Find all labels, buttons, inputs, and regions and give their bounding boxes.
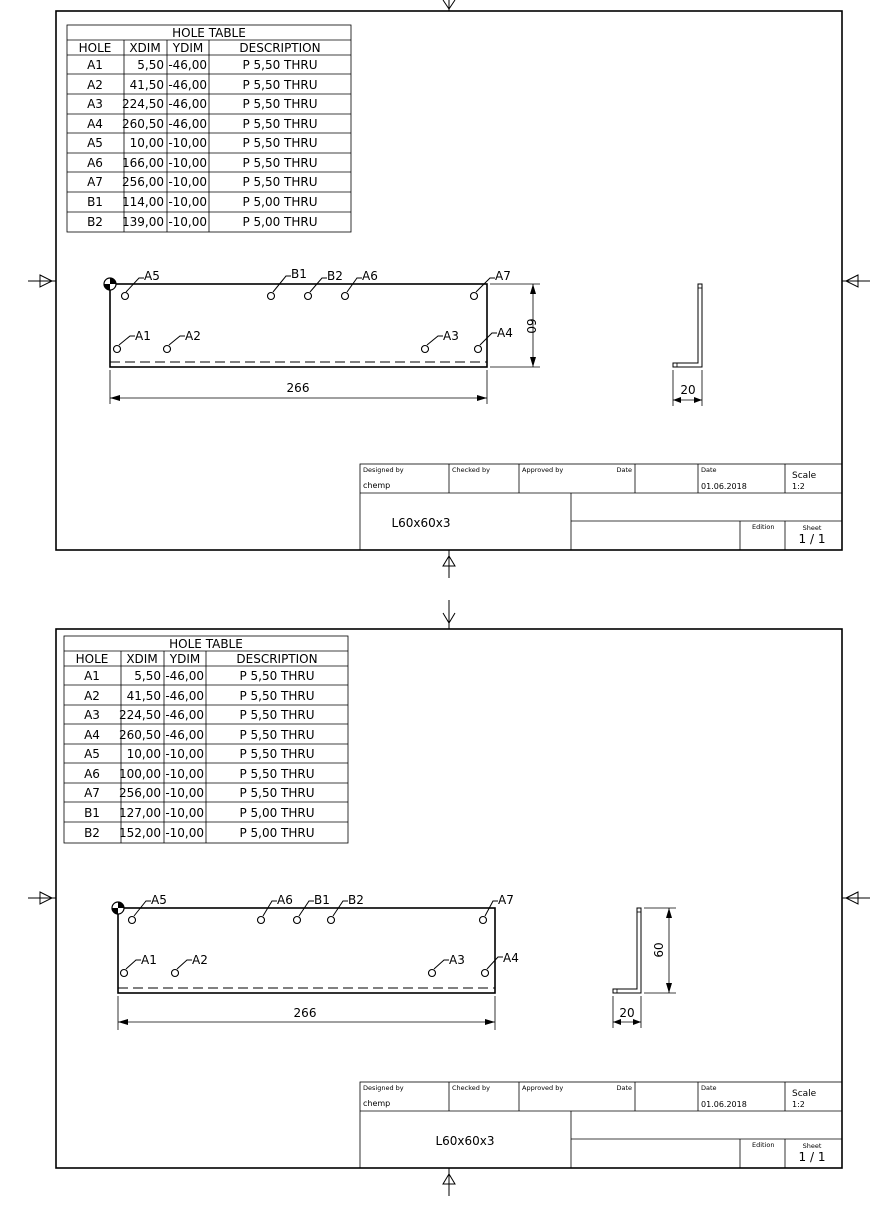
- cell-ydim: -46,00: [168, 117, 207, 131]
- cell-hole: A4: [84, 728, 100, 742]
- table-row: [84, 767, 314, 781]
- cell-description: P 5,50 THRU: [242, 156, 318, 170]
- date-label: Date: [616, 1084, 632, 1092]
- cell-hole: A7: [87, 175, 103, 189]
- datum-origin-icon: [112, 902, 124, 914]
- scale-value: 1:2: [792, 1100, 805, 1109]
- part-outline: [110, 284, 487, 367]
- scale-value: 1:2: [792, 482, 805, 491]
- centering-mark-right: [842, 892, 870, 904]
- dimension-length: [110, 370, 487, 404]
- hole-label: A1: [135, 329, 151, 343]
- hole-label: A5: [151, 893, 167, 907]
- hole-label: B2: [348, 893, 364, 907]
- column-header-ydim: YDIM: [172, 41, 204, 55]
- hole-a3: [429, 953, 465, 977]
- cell-description: P 5,50 THRU: [239, 669, 315, 683]
- table-row: [84, 747, 314, 761]
- cell-description: P 5,50 THRU: [239, 786, 315, 800]
- cell-xdim: 10,00: [129, 136, 164, 150]
- cell-hole: A2: [84, 689, 100, 703]
- hole-table: [64, 636, 348, 843]
- title-block: [360, 464, 842, 550]
- table-row: [84, 826, 314, 840]
- part-outline: [118, 908, 495, 993]
- hole-label: B2: [327, 269, 343, 283]
- cell-ydim: -10,00: [168, 156, 207, 170]
- hole-a4: [475, 326, 513, 353]
- front-view: [112, 893, 519, 1030]
- hole-label: A6: [362, 269, 378, 283]
- drawing-sheet-1: [28, 0, 870, 578]
- table-row: [84, 728, 314, 742]
- part-name: L60x60x3: [435, 1134, 495, 1148]
- cell-ydim: -46,00: [165, 669, 204, 683]
- sheet-number: 1 / 1: [798, 1150, 826, 1164]
- hole-a1: [121, 953, 157, 977]
- cell-description: P 5,00 THRU: [239, 826, 315, 840]
- edition-label: Edition: [752, 523, 775, 531]
- hole-a2: [164, 329, 201, 353]
- table-row: [87, 156, 317, 170]
- dimension-length: [118, 996, 495, 1030]
- checked-by-label: Checked by: [452, 1084, 490, 1092]
- cell-ydim: -10,00: [165, 747, 204, 761]
- hole-label: A4: [503, 951, 519, 965]
- cell-xdim: 166,00: [122, 156, 164, 170]
- hole-label: A4: [497, 326, 513, 340]
- table-row: [87, 117, 317, 131]
- cell-ydim: -10,00: [165, 786, 204, 800]
- cell-ydim: -46,00: [168, 97, 207, 111]
- table-row: [84, 708, 314, 722]
- cell-description: P 5,00 THRU: [239, 806, 315, 820]
- centering-mark-top: [443, 0, 455, 11]
- cell-description: P 5,00 THRU: [242, 195, 318, 209]
- cell-xdim: 224,50: [122, 97, 164, 111]
- hole-label: A3: [443, 329, 459, 343]
- designed-by-label: Designed by: [363, 1084, 404, 1092]
- centering-mark-left: [28, 275, 56, 287]
- cell-description: P 5,50 THRU: [242, 175, 318, 189]
- centering-mark-top: [443, 600, 455, 629]
- table-row: [87, 175, 317, 189]
- cell-ydim: -10,00: [165, 767, 204, 781]
- front-view: [104, 267, 540, 404]
- date-label: Date: [701, 1084, 717, 1092]
- cell-hole: B1: [87, 195, 103, 209]
- hole-a2: [172, 953, 208, 977]
- cell-xdim: 152,00: [119, 826, 161, 840]
- cell-xdim: 256,00: [122, 175, 164, 189]
- cell-ydim: -10,00: [168, 215, 207, 229]
- edition-label: Edition: [752, 1141, 775, 1149]
- scale-label: Scale: [792, 1089, 817, 1099]
- cell-description: P 5,50 THRU: [239, 767, 315, 781]
- scale-label: Scale: [792, 471, 817, 481]
- cell-xdim: 114,00: [122, 195, 164, 209]
- centering-mark-right: [842, 275, 870, 287]
- cell-xdim: 41,50: [126, 689, 161, 703]
- drawing-sheet-2: [28, 600, 870, 1196]
- cell-hole: A1: [84, 669, 100, 683]
- column-header-description: DESCRIPTION: [236, 652, 318, 666]
- cell-hole: A6: [84, 767, 100, 781]
- dimension-flange: [673, 370, 702, 406]
- hole-label: B1: [314, 893, 330, 907]
- sheet-number: 1 / 1: [798, 532, 826, 546]
- table-row: [87, 78, 317, 92]
- table-row: [87, 195, 317, 209]
- hole-table-title: HOLE TABLE: [172, 26, 246, 40]
- cell-ydim: -10,00: [165, 806, 204, 820]
- cell-hole: A5: [84, 747, 100, 761]
- hole-a3: [422, 329, 459, 353]
- hole-label: A1: [141, 953, 157, 967]
- cell-description: P 5,50 THRU: [242, 58, 318, 72]
- dimension-height: [644, 908, 676, 993]
- column-header-description: DESCRIPTION: [239, 41, 321, 55]
- cell-hole: A3: [87, 97, 103, 111]
- cell-description: P 5,50 THRU: [242, 117, 318, 131]
- centering-mark-left: [28, 892, 56, 904]
- column-header-ydim: YDIM: [169, 652, 201, 666]
- approved-by-label: Approved by: [522, 1084, 564, 1092]
- dimension-label: 266: [293, 1006, 317, 1020]
- date-value: 01.06.2018: [701, 482, 747, 491]
- cell-hole: A5: [87, 136, 103, 150]
- cell-description: P 5,50 THRU: [239, 708, 315, 722]
- cell-xdim: 127,00: [119, 806, 161, 820]
- column-header-xdim: XDIM: [129, 41, 161, 55]
- cell-xdim: 100,00: [119, 767, 161, 781]
- date-label: Date: [616, 466, 632, 474]
- cell-hole: A2: [87, 78, 103, 92]
- cell-xdim: 260,50: [122, 117, 164, 131]
- table-row: [84, 689, 314, 703]
- cell-description: P 5,50 THRU: [242, 78, 318, 92]
- approved-by-label: Approved by: [522, 466, 564, 474]
- cell-hole: B1: [84, 806, 100, 820]
- cell-description: P 5,50 THRU: [239, 747, 315, 761]
- column-header-xdim: XDIM: [126, 652, 158, 666]
- side-view: [673, 284, 702, 406]
- cell-ydim: -10,00: [168, 195, 207, 209]
- table-row: [84, 669, 314, 683]
- datum-origin-icon: [104, 278, 116, 290]
- cell-description: P 5,50 THRU: [239, 728, 315, 742]
- table-row: [87, 136, 317, 150]
- hole-table-title: HOLE TABLE: [169, 637, 243, 651]
- table-row: [87, 215, 317, 229]
- designed-by-label: Designed by: [363, 466, 404, 474]
- cell-ydim: -46,00: [165, 708, 204, 722]
- hole-label: A3: [449, 953, 465, 967]
- column-header-hole: HOLE: [78, 41, 112, 55]
- cell-xdim: 139,00: [122, 215, 164, 229]
- hole-label: A2: [185, 329, 201, 343]
- hole-label: A5: [144, 269, 160, 283]
- cell-hole: A7: [84, 786, 100, 800]
- side-view: [613, 908, 676, 1028]
- dimension-label: 20: [619, 1006, 635, 1020]
- cell-xdim: 224,50: [119, 708, 161, 722]
- sheet-label: Sheet: [802, 1142, 822, 1150]
- column-header-hole: HOLE: [75, 652, 109, 666]
- hole-label: B1: [291, 267, 307, 281]
- designed-by-value: chemp: [363, 1099, 391, 1108]
- cell-xdim: 10,00: [126, 747, 161, 761]
- cell-xdim: 5,50: [134, 669, 161, 683]
- cell-xdim: 256,00: [119, 786, 161, 800]
- table-row: [87, 97, 317, 111]
- centering-mark-bottom: [443, 1168, 455, 1196]
- dimension-label: 60: [652, 942, 666, 958]
- hole-label: A2: [192, 953, 208, 967]
- cell-description: P 5,00 THRU: [242, 215, 318, 229]
- cell-hole: A3: [84, 708, 100, 722]
- cell-ydim: -10,00: [165, 826, 204, 840]
- cell-hole: B2: [87, 215, 103, 229]
- cell-hole: A6: [87, 156, 103, 170]
- cell-hole: A4: [87, 117, 103, 131]
- cell-ydim: -10,00: [168, 136, 207, 150]
- cell-xdim: 5,50: [137, 58, 164, 72]
- hole-label: A6: [277, 893, 293, 907]
- cell-ydim: -46,00: [168, 58, 207, 72]
- cell-hole: A1: [87, 58, 103, 72]
- date-value: 01.06.2018: [701, 1100, 747, 1109]
- table-row: [84, 806, 314, 820]
- title-block: [360, 1082, 842, 1168]
- dimension-label: 60: [524, 318, 538, 334]
- table-row: [87, 58, 317, 72]
- sheet-label: Sheet: [802, 524, 822, 532]
- cell-xdim: 260,50: [119, 728, 161, 742]
- dimension-label: 20: [680, 383, 696, 397]
- part-name: L60x60x3: [391, 516, 451, 530]
- cell-ydim: -46,00: [168, 78, 207, 92]
- designed-by-value: chemp: [363, 481, 391, 490]
- hole-label: A7: [498, 893, 514, 907]
- dimension-label: 266: [286, 381, 310, 395]
- cell-description: P 5,50 THRU: [242, 136, 318, 150]
- hole-a4: [482, 951, 519, 977]
- checked-by-label: Checked by: [452, 466, 490, 474]
- date-label: Date: [701, 466, 717, 474]
- centering-mark-bottom: [443, 550, 455, 578]
- cell-xdim: 41,50: [129, 78, 164, 92]
- cell-hole: B2: [84, 826, 100, 840]
- cell-ydim: -46,00: [165, 728, 204, 742]
- cell-ydim: -46,00: [165, 689, 204, 703]
- cell-description: P 5,50 THRU: [242, 97, 318, 111]
- hole-label: A7: [495, 269, 511, 283]
- cell-ydim: -10,00: [168, 175, 207, 189]
- table-row: [84, 786, 314, 800]
- hole-a1: [114, 329, 151, 353]
- dimension-flange: [613, 996, 641, 1028]
- hole-table: [67, 25, 351, 232]
- cell-description: P 5,50 THRU: [239, 689, 315, 703]
